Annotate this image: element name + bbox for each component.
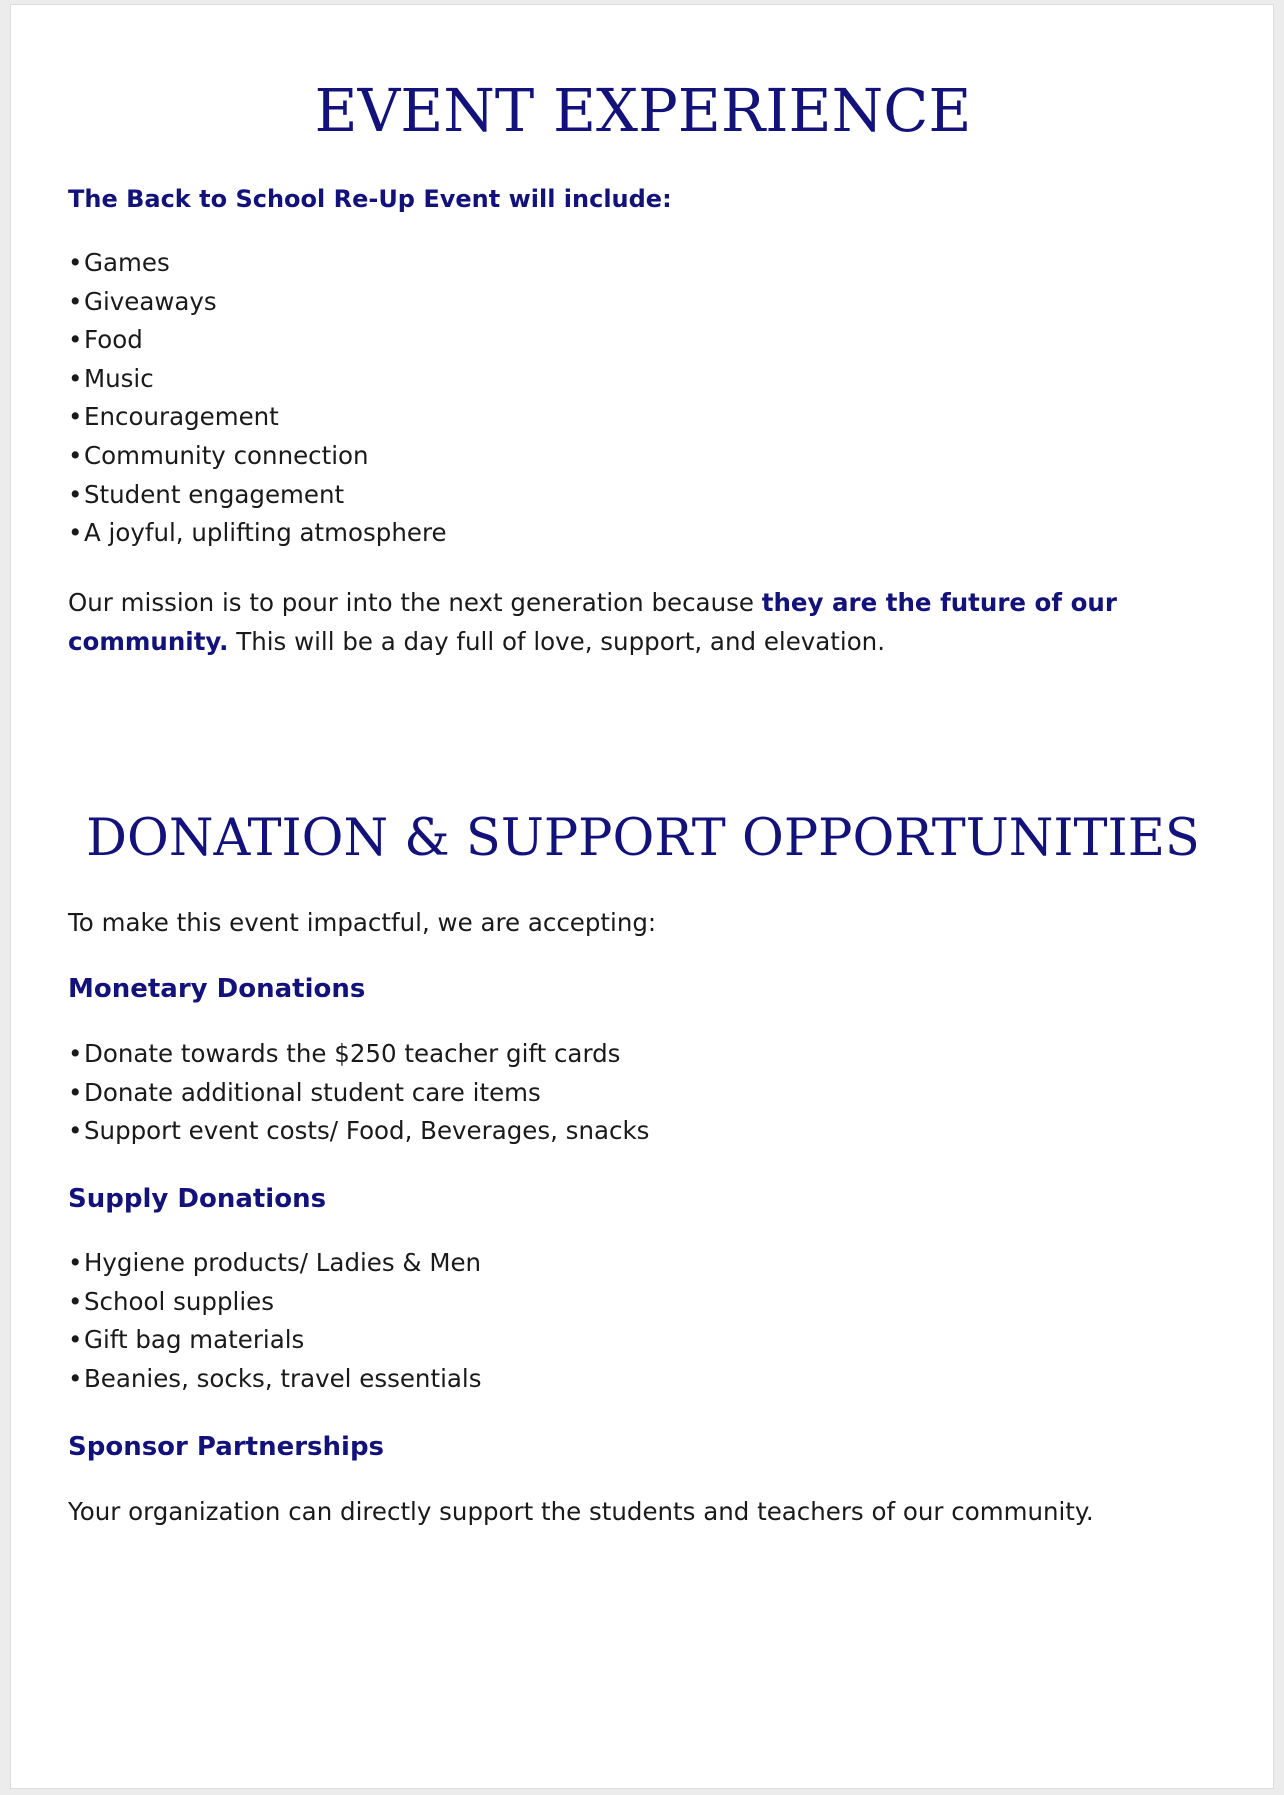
list-item: • Student engagement	[68, 476, 447, 515]
document-page	[10, 4, 1274, 1789]
donation-support-title: DONATION & SUPPORT OPPORTUNITIES	[86, 809, 1200, 868]
list-item: • A joyful, uplifting atmosphere	[68, 514, 447, 553]
list-item: • Music	[68, 360, 447, 399]
list-item: • Community connection	[68, 437, 447, 476]
mission-paragraph	[68, 583, 1128, 661]
list-item: • Encouragement	[68, 398, 447, 437]
sponsor-partnerships-heading: Sponsor Partnerships	[68, 1432, 385, 1462]
event-includes-heading: The Back to School Re-Up Event will include:	[68, 185, 672, 213]
supply-donations-heading: Supply Donations	[68, 1184, 327, 1214]
mission-text-start: Our mission is to pour into the next generation because	[68, 588, 762, 617]
monetary-donations-list	[68, 1035, 649, 1151]
list-item: • Beanies, socks, travel essentials	[68, 1360, 481, 1399]
list-item: • Giveaways	[68, 283, 447, 322]
list-item: • Games	[68, 244, 447, 283]
list-item: • Gift bag materials	[68, 1321, 481, 1360]
mission-emphasis: they are the future of our community.	[68, 588, 1117, 656]
event-features-list	[68, 244, 447, 553]
list-item: • Donate additional student care items	[68, 1074, 649, 1113]
monetary-donations-heading: Monetary Donations	[68, 974, 366, 1004]
list-item: • Donate towards the $250 teacher gift cards	[68, 1035, 649, 1074]
mission-text-end: This will be a day full of love, support, and elevation.	[228, 627, 885, 656]
list-item: • Support event costs/ Food, Beverages, snacks	[68, 1112, 649, 1151]
event-experience-title: EVENT EXPERIENCE	[314, 76, 972, 145]
sponsor-partnerships-text: Your organization can directly support the students and teachers of our community.	[68, 1497, 1094, 1526]
list-item: • Hygiene products/ Ladies & Men	[68, 1244, 481, 1283]
list-item: • School supplies	[68, 1283, 481, 1322]
supply-donations-list	[68, 1244, 481, 1398]
donations-intro: To make this event impactful, we are accepting:	[68, 908, 657, 937]
list-item: • Food	[68, 321, 447, 360]
